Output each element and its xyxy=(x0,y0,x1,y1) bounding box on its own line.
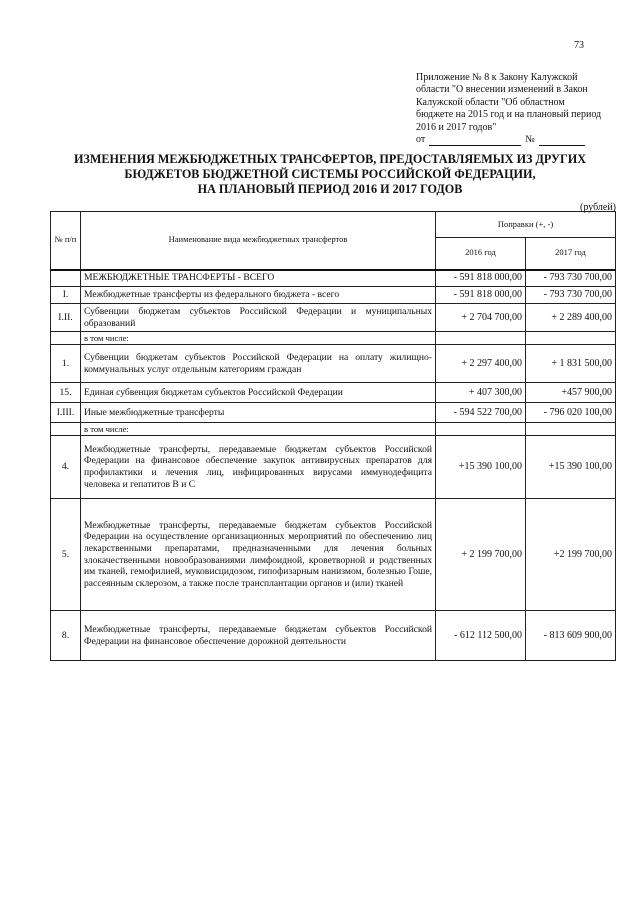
row-num xyxy=(51,332,81,345)
row-value-2016: - 591 818 000,00 xyxy=(436,270,526,287)
annex-from-label: от xyxy=(416,134,426,146)
row-name: МЕЖБЮДЖЕТНЫЕ ТРАНСФЕРТЫ - ВСЕГО xyxy=(81,270,436,287)
row-name: Единая субвенция бюджетам субъектов Российской Федерации xyxy=(81,383,436,403)
header-year-2016: 2016 год xyxy=(436,238,526,270)
title-line: ИЗМЕНЕНИЯ МЕЖБЮДЖЕТНЫХ ТРАНСФЕРТОВ, ПРЕДОСТАВЛЯЕМЫХ ИЗ ДРУГИХ xyxy=(73,152,587,166)
annex-date-number-line xyxy=(416,134,612,146)
header-num: № п/п xyxy=(51,212,81,270)
annex-line: 2016 и 2017 годов" xyxy=(416,121,497,133)
row-value-2017 xyxy=(526,423,616,436)
row-num: 1. xyxy=(51,345,81,383)
row-value-2017: +457 900,00 xyxy=(526,383,616,403)
row-num: 8. xyxy=(51,611,81,661)
row-num: I.II. xyxy=(51,304,81,332)
unit-label: (рублей) xyxy=(580,202,617,213)
row-value-2016: + 2 704 700,00 xyxy=(436,304,526,332)
table-row xyxy=(51,403,616,423)
table-row xyxy=(51,287,616,304)
page-number: 73 xyxy=(574,40,584,51)
date-blank xyxy=(429,136,521,146)
transfers-table xyxy=(50,211,616,661)
annex-line: бюджете на 2015 год и на плановый период xyxy=(416,109,602,121)
table-row xyxy=(51,332,616,345)
row-value-2016: - 594 522 700,00 xyxy=(436,403,526,423)
row-num: 4. xyxy=(51,436,81,499)
table-row xyxy=(51,345,616,383)
table-row xyxy=(51,499,616,611)
row-value-2017: - 793 730 700,00 xyxy=(526,270,616,287)
row-num xyxy=(51,270,81,287)
row-value-2017: - 796 020 100,00 xyxy=(526,403,616,423)
row-value-2017: +2 199 700,00 xyxy=(526,499,616,611)
row-num xyxy=(51,423,81,436)
header-amendments: Поправки (+, -) xyxy=(436,212,616,238)
row-value-2017: - 793 730 700,00 xyxy=(526,287,616,304)
row-name: Межбюджетные трансферты, передаваемые бюджетам субъектов Российской Федерации на осуществление организационных мероприятий по обеспечению лиц лекарственными препаратами, предназначенными для лечения больных злокачественными новообразованиями лимфоидной, кроветворной и родственных им тканей, гемофилией, муковисцидозом, гипофизарным нанизмом, болезнью Гоше, рассеянным склерозом, а также после трансплантации органов и (или) тканей xyxy=(81,499,436,611)
annex-number-label: № xyxy=(525,134,535,146)
row-num: I.III. xyxy=(51,403,81,423)
table-body xyxy=(51,270,616,661)
row-name: Межбюджетные трансферты, передаваемые бюджетам субъектов Российской Федерации на финансовое обеспечение закупок антивирусных препаратов для профилактики и лечения лиц, инфицированных вирусами иммунодефицита человека и гепатитов В и С xyxy=(81,436,436,499)
number-blank xyxy=(539,136,585,146)
row-value-2016: - 612 112 500,00 xyxy=(436,611,526,661)
row-value-2016 xyxy=(436,332,526,345)
header-name: Наименование вида межбюджетных трансфертов xyxy=(81,212,436,270)
annex-line: области "О внесении изменений в Закон xyxy=(416,84,588,96)
table-row xyxy=(51,270,616,287)
table-row xyxy=(51,611,616,661)
annex-line: Приложение № 8 к Закону Калужской xyxy=(416,72,578,83)
in-that-number-label: в том числе: xyxy=(81,423,436,436)
row-num: I. xyxy=(51,287,81,304)
row-value-2017 xyxy=(526,332,616,345)
row-num: 5. xyxy=(51,499,81,611)
row-value-2016: - 591 818 000,00 xyxy=(436,287,526,304)
table-row xyxy=(51,423,616,436)
title-line: БЮДЖЕТОВ БЮДЖЕТНОЙ СИСТЕМЫ РОССИЙСКОЙ ФЕДЕРАЦИИ, xyxy=(124,167,536,181)
annex-line: Калужской области "Об областном xyxy=(416,96,565,108)
table-row xyxy=(51,383,616,403)
header-year-2017: 2017 год xyxy=(526,238,616,270)
row-name: Субвенции бюджетам субъектов Российской Федерации на оплату жилищно-коммунальных услуг отдельным категориям граждан xyxy=(81,345,436,383)
table-header xyxy=(51,212,616,270)
table-row xyxy=(51,436,616,499)
row-name: Субвенции бюджетам субъектов Российской Федерации и муниципальных образований xyxy=(81,304,436,332)
row-value-2017: +15 390 100,00 xyxy=(526,436,616,499)
row-value-2017: + 2 289 400,00 xyxy=(526,304,616,332)
document-title xyxy=(60,152,600,197)
row-name: Межбюджетные трансферты из федерального бюджета - всего xyxy=(81,287,436,304)
row-value-2016: + 2 297 400,00 xyxy=(436,345,526,383)
annex-header xyxy=(416,72,612,146)
row-value-2017: - 813 609 900,00 xyxy=(526,611,616,661)
row-name: Межбюджетные трансферты, передаваемые бюджетам субъектов Российской Федерации на финансовое обеспечение дорожной деятельности xyxy=(81,611,436,661)
row-value-2016: +15 390 100,00 xyxy=(436,436,526,499)
title-line: НА ПЛАНОВЫЙ ПЕРИОД 2016 И 2017 ГОДОВ xyxy=(197,182,463,196)
table-row xyxy=(51,304,616,332)
row-value-2016: + 407 300,00 xyxy=(436,383,526,403)
row-value-2016 xyxy=(436,423,526,436)
in-that-number-label: в том числе: xyxy=(81,332,436,345)
row-value-2017: + 1 831 500,00 xyxy=(526,345,616,383)
row-name: Иные межбюджетные трансферты xyxy=(81,403,436,423)
row-num: 15. xyxy=(51,383,81,403)
row-value-2016: + 2 199 700,00 xyxy=(436,499,526,611)
